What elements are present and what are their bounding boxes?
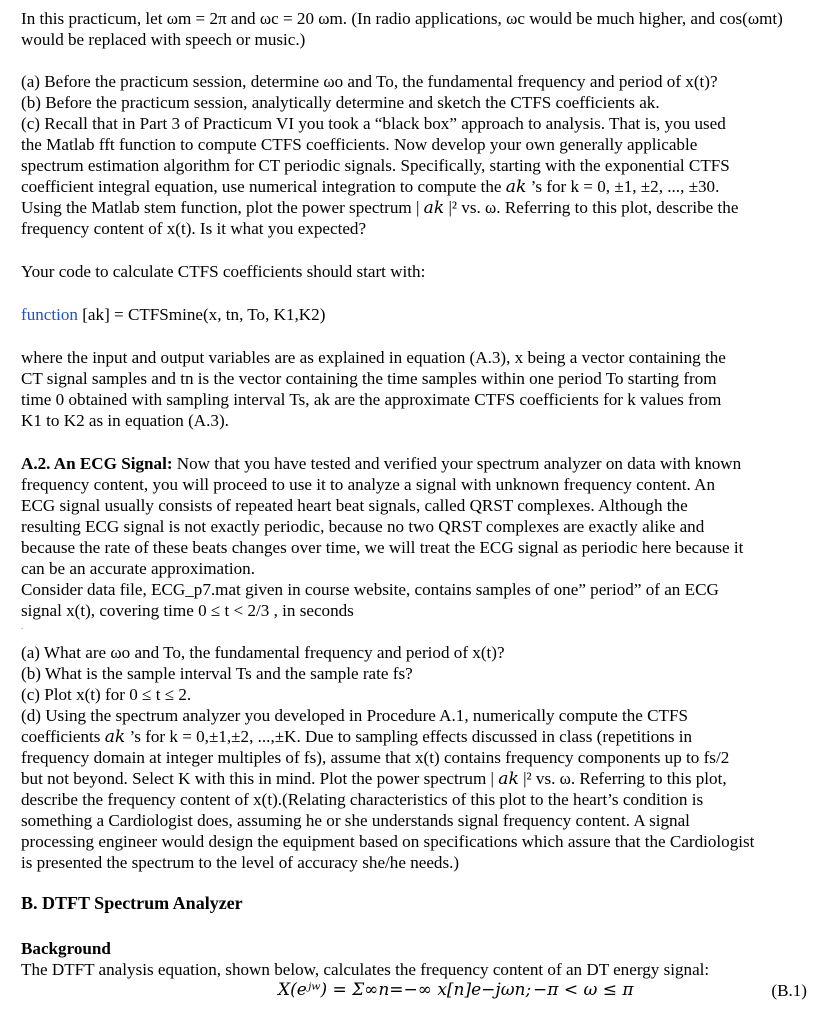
ecg-para-1-line-2: frequency content, you will proceed to use it to analyze a signal with unknown frequency content. An — [21, 475, 715, 494]
question-c-line-2: the Matlab fft function to compute CTFS coefficients. Now develop your own generally applicable — [21, 135, 698, 154]
intro-line-2: would be replaced with speech or music.) — [21, 30, 306, 49]
ecg-question-d-line-6: something a Cardiologist does, assuming he or she understands signal frequency content. A signal — [21, 811, 690, 830]
ecg-question-d-line-2: coefficients 𝑎𝑘 ’s for k = 0,±1,±2, ...,±K. Due to sampling effects discussed in class (repetitions in — [21, 727, 693, 746]
ecg-section-title: A.2. An ECG Signal: — [21, 454, 173, 473]
question-a: (a) Before the practicum session, determine ωo and To, the fundamental frequency and period of x(t)? — [21, 72, 718, 91]
equation-b1 — [21, 980, 807, 1006]
equation-number: (B.1) — [771, 981, 807, 1000]
function-signature-rest: [ak] = CTFSmine(x, tn, To, K1,K2) — [77, 305, 326, 324]
background-label: Background — [21, 939, 111, 958]
ecg-para-2-line-1: Consider data file, ECG_p7.mat given in course website, contains samples of one” period” of an ECG — [21, 580, 719, 599]
ecg-para-1-line-3: ECG signal usually consists of repeated heart beat signals, called QRST complexes. Although the — [21, 496, 688, 515]
question-b: (b) Before the practicum session, analytically determine and sketch the CTFS coefficients ak. — [21, 93, 660, 112]
code-intro: Your code to calculate CTFS coefficients should start with: — [21, 262, 426, 281]
where-line-1: where the input and output variables are as explained in equation (A.3), x being a vector containing the — [21, 348, 726, 367]
ecg-question-b: (b) What is the sample interval Ts and the sample rate fs? — [21, 664, 413, 683]
ecg-question-c: (c) Plot x(t) for 0 ≤ t ≤ 2. — [21, 685, 192, 704]
where-line-2: CT signal samples and tn is the vector containing the time samples within one period To starting from — [21, 369, 717, 388]
ecg-para-1-line-4: resulting ECG signal is not exactly periodic, because no two QRST complexes are exactly alike and — [21, 517, 705, 536]
ecg-para-2-line-2: signal x(t), covering time 0 ≤ t < 2/3 , in seconds — [21, 601, 354, 620]
document-page — [21, 8, 807, 1006]
question-c-line-5: Using the Matlab stem function, plot the power spectrum | 𝑎𝑘 |² vs. ω. Referring to this plot, describe the — [21, 198, 739, 217]
question-c-line-6: frequency content of x(t). Is it what you expected? — [21, 219, 367, 238]
ecg-para-1-line-6: can be an accurate approximation. — [21, 559, 255, 578]
dtft-range: −π < ω ≤ π — [533, 980, 634, 1000]
background-text: The DTFT analysis equation, shown below, calculates the frequency content of an DT energy signal: — [21, 960, 710, 979]
ecg-question-a: (a) What are ωo and To, the fundamental frequency and period of x(t)? — [21, 643, 505, 662]
ecg-question-d-line-4: but not beyond. Select K with this in mind. Plot the power spectrum | 𝑎𝑘 |² vs. ω. Referring to this plot, — [21, 769, 727, 788]
ecg-para-1-line-1 — [21, 453, 807, 474]
question-c-line-4: coefficient integral equation, use numerical integration to compute the 𝑎𝑘 ’s for k = 0, ±1, ±2, ..., ±30. — [21, 177, 720, 196]
ecg-para-1-line-1-rest: Now that you have tested and verified your spectrum analyzer on data with known — [172, 454, 742, 473]
ecg-question-d-line-7: processing engineer would design the equipment based on specifications which assure that the Cardiologist — [21, 832, 755, 851]
ecg-question-d-line-8: is presented the spectrum to the level of accuracy she/he needs.) — [21, 853, 460, 872]
stray-dot: . — [21, 621, 24, 631]
ecg-question-d-line-5: describe the frequency content of x(t).(Relating characteristics of this plot to the heart’s condition is — [21, 790, 704, 809]
function-signature — [21, 304, 807, 325]
where-line-3: time 0 obtained with sampling interval Ts, ak are the approximate CTFS coefficients for k values from — [21, 390, 722, 409]
section-heading-dtft: B. DTFT Spectrum Analyzer — [21, 893, 243, 913]
function-keyword: function — [21, 305, 78, 324]
intro-line-1: In this practicum, let ωm = 2π and ωc = 20 ωm. (In radio applications, ωc would be much higher, and cos(ωmt) — [21, 9, 783, 28]
question-c-line-1: (c) Recall that in Part 3 of Practicum VI you took a “black box” approach to analysis. That is, you used — [21, 114, 726, 133]
ecg-para-1-line-5: because the rate of these beats changes over time, we will treat the ECG signal as periodic here because it — [21, 538, 744, 557]
where-line-4: K1 to K2 as in equation (A.3). — [21, 411, 229, 430]
question-c-line-3: spectrum estimation algorithm for CT periodic signals. Specifically, starting with the exponential CTFS — [21, 156, 730, 175]
ecg-question-d-line-3: frequency domain at integer multiples of fs), assume that x(t) contains frequency components up to fs/2 — [21, 748, 730, 767]
dtft-equation: X(eʲʷ) = Σ∞n=−∞ x[n]e−jωn; — [278, 980, 532, 1000]
ecg-question-d-line-1: (d) Using the spectrum analyzer you developed in Procedure A.1, numerically compute the CTFS — [21, 706, 688, 725]
